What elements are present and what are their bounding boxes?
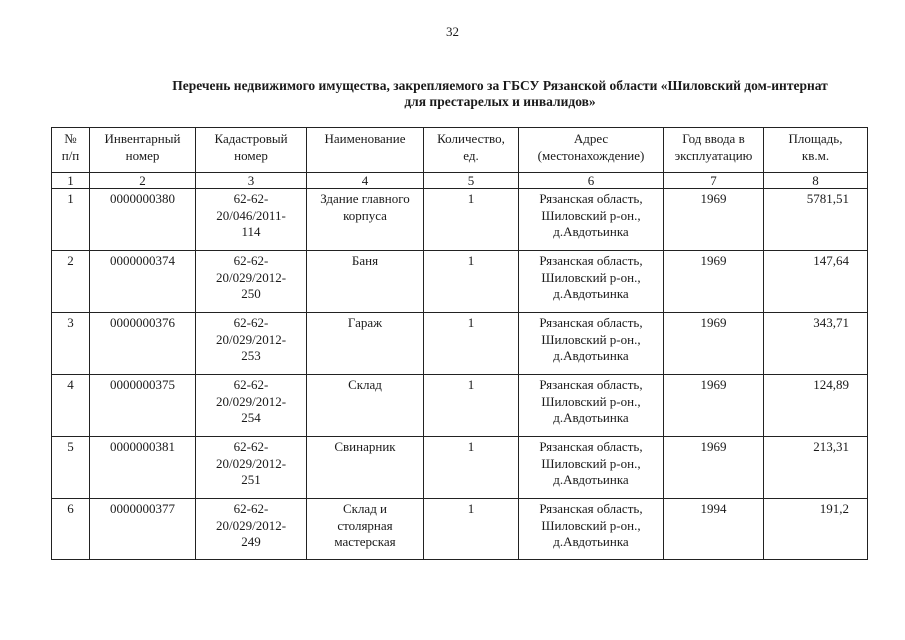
cadastral-number-cell-line: 20/029/2012-	[215, 393, 287, 409]
header-line: Инвентарный	[104, 131, 181, 146]
cadastral-number-cell-line: 250	[241, 286, 261, 301]
name-cell-line: столярная	[337, 517, 393, 533]
name-cell-line: Склад	[348, 377, 382, 392]
cadastral-number-cell-line: 20/029/2012-	[215, 269, 287, 285]
property-table	[51, 127, 868, 560]
header-row	[52, 128, 868, 173]
year-cell: 1969	[664, 189, 764, 251]
table-row	[52, 313, 868, 375]
header-cadastral-number	[196, 128, 307, 173]
address-cell-line: д.Авдотьинка	[553, 224, 629, 239]
address-cell-line: Рязанская область,	[539, 253, 643, 268]
address-cell-line: Рязанская область,	[539, 377, 643, 392]
cadastral-number-cell-line: 20/029/2012-	[215, 455, 287, 471]
inventory-number-cell: 0000000377	[90, 499, 196, 560]
header-quantity	[424, 128, 519, 173]
row-number-cell: 1	[52, 189, 90, 251]
address-cell-line: Шиловский р-он.,	[541, 207, 641, 223]
name-cell-line: Баня	[351, 253, 379, 268]
header-inventory-number	[90, 128, 196, 173]
document-title	[120, 78, 880, 110]
year-cell: 1969	[664, 251, 764, 313]
document-title-line-2: для престарелых и инвалидов»	[404, 94, 596, 109]
quantity-cell: 1	[424, 313, 519, 375]
row-number-cell: 2	[52, 251, 90, 313]
header-line: номер	[234, 147, 268, 163]
inventory-number-cell: 0000000381	[90, 437, 196, 499]
header-line: (местонахождение)	[537, 147, 645, 163]
table-row	[52, 437, 868, 499]
row-number-cell: 4	[52, 375, 90, 437]
column-number: 1	[52, 173, 90, 189]
header-line: №	[64, 131, 77, 146]
cadastral-number-cell	[196, 189, 307, 251]
year-cell: 1969	[664, 375, 764, 437]
cadastral-number-cell	[196, 437, 307, 499]
name-cell	[307, 313, 424, 375]
header-area	[764, 128, 868, 173]
address-cell-line: Шиловский р-он.,	[541, 269, 641, 285]
address-cell-line: д.Авдотьинка	[553, 348, 629, 363]
inventory-number-cell: 0000000380	[90, 189, 196, 251]
area-cell: 124,89	[764, 375, 868, 437]
header-line: кв.м.	[801, 147, 830, 163]
table-row	[52, 251, 868, 313]
area-cell: 343,71	[764, 313, 868, 375]
year-cell: 1969	[664, 437, 764, 499]
address-cell-line: д.Авдотьинка	[553, 286, 629, 301]
header-line: Адрес	[573, 131, 609, 146]
cadastral-number-cell-line: 62-62-	[233, 315, 269, 330]
cadastral-number-cell-line: 20/046/2011-	[216, 207, 286, 223]
cadastral-number-cell-line: 249	[241, 534, 261, 549]
header-year	[664, 128, 764, 173]
address-cell	[519, 375, 664, 437]
column-number: 6	[519, 173, 664, 189]
header-name	[307, 128, 424, 173]
cadastral-number-cell-line: 251	[241, 472, 261, 487]
table-row	[52, 375, 868, 437]
column-number: 2	[90, 173, 196, 189]
header-line: Площадь,	[788, 131, 843, 146]
area-cell: 191,2	[764, 499, 868, 560]
quantity-cell: 1	[424, 375, 519, 437]
cadastral-number-cell-line: 114	[241, 224, 261, 239]
year-cell: 1969	[664, 313, 764, 375]
quantity-cell: 1	[424, 437, 519, 499]
address-cell-line: Рязанская область,	[539, 191, 643, 206]
cadastral-number-cell-line: 62-62-	[233, 439, 269, 454]
cadastral-number-cell	[196, 251, 307, 313]
address-cell	[519, 499, 664, 560]
column-number-row	[52, 173, 868, 189]
address-cell-line: д.Авдотьинка	[553, 472, 629, 487]
name-cell-line: корпуса	[343, 207, 387, 223]
page-number: 32	[446, 24, 459, 39]
table-body	[52, 189, 868, 560]
cadastral-number-cell	[196, 375, 307, 437]
cadastral-number-cell-line: 253	[241, 348, 261, 363]
name-cell	[307, 375, 424, 437]
address-cell-line: Шиловский р-он.,	[541, 331, 641, 347]
area-cell: 213,31	[764, 437, 868, 499]
header-address	[519, 128, 664, 173]
quantity-cell: 1	[424, 499, 519, 560]
header-line: Кадастровый	[214, 131, 288, 146]
document-title-line-1: Перечень недвижимого имущества, закрепляемого за ГБСУ Рязанской области «Шиловский дом-интернат	[172, 78, 828, 93]
address-cell-line: Шиловский р-он.,	[541, 455, 641, 471]
header-line: ед.	[463, 147, 479, 163]
cadastral-number-cell-line: 254	[241, 410, 261, 425]
area-cell: 147,64	[764, 251, 868, 313]
name-cell-line: Склад и	[342, 501, 388, 516]
inventory-number-cell: 0000000374	[90, 251, 196, 313]
name-cell	[307, 189, 424, 251]
name-cell-line: Гараж	[347, 315, 383, 330]
address-cell	[519, 313, 664, 375]
address-cell	[519, 189, 664, 251]
cadastral-number-cell	[196, 313, 307, 375]
cadastral-number-cell-line: 20/029/2012-	[215, 517, 287, 533]
address-cell-line: Шиловский р-он.,	[541, 393, 641, 409]
cadastral-number-cell	[196, 499, 307, 560]
address-cell-line: Рязанская область,	[539, 501, 643, 516]
name-cell	[307, 251, 424, 313]
quantity-cell: 1	[424, 251, 519, 313]
quantity-cell: 1	[424, 189, 519, 251]
header-line: эксплуатацию	[674, 147, 753, 163]
column-number: 3	[196, 173, 307, 189]
year-cell: 1994	[664, 499, 764, 560]
cadastral-number-cell-line: 62-62-	[233, 377, 269, 392]
address-cell	[519, 437, 664, 499]
column-number: 4	[307, 173, 424, 189]
header-line: Количество,	[437, 131, 505, 146]
address-cell-line: Рязанская область,	[539, 315, 643, 330]
cadastral-number-cell-line: 20/029/2012-	[215, 331, 287, 347]
address-cell-line: д.Авдотьинка	[553, 410, 629, 425]
table-row	[52, 499, 868, 560]
address-cell-line: д.Авдотьинка	[553, 534, 629, 549]
inventory-number-cell: 0000000375	[90, 375, 196, 437]
inventory-number-cell: 0000000376	[90, 313, 196, 375]
name-cell	[307, 437, 424, 499]
row-number-cell: 3	[52, 313, 90, 375]
address-cell	[519, 251, 664, 313]
header-line: п/п	[61, 147, 80, 163]
area-cell: 5781,51	[764, 189, 868, 251]
header-line: Год ввода в	[682, 131, 745, 146]
header-number	[52, 128, 90, 173]
row-number-cell: 5	[52, 437, 90, 499]
table-row	[52, 189, 868, 251]
column-number: 5	[424, 173, 519, 189]
cadastral-number-cell-line: 62-62-	[233, 501, 269, 516]
name-cell	[307, 499, 424, 560]
header-line: номер	[125, 147, 160, 163]
name-cell-line: Свинарник	[334, 439, 396, 454]
name-cell-line: Здание главного	[320, 191, 410, 206]
cadastral-number-cell-line: 62-62-	[233, 253, 269, 268]
address-cell-line: Шиловский р-он.,	[541, 517, 641, 533]
name-cell-line: мастерская	[334, 534, 396, 549]
column-number: 7	[664, 173, 764, 189]
column-number: 8	[764, 173, 868, 189]
address-cell-line: Рязанская область,	[539, 439, 643, 454]
cadastral-number-cell-line: 62-62-	[233, 191, 269, 206]
row-number-cell: 6	[52, 499, 90, 560]
header-line: Наименование	[324, 131, 406, 146]
